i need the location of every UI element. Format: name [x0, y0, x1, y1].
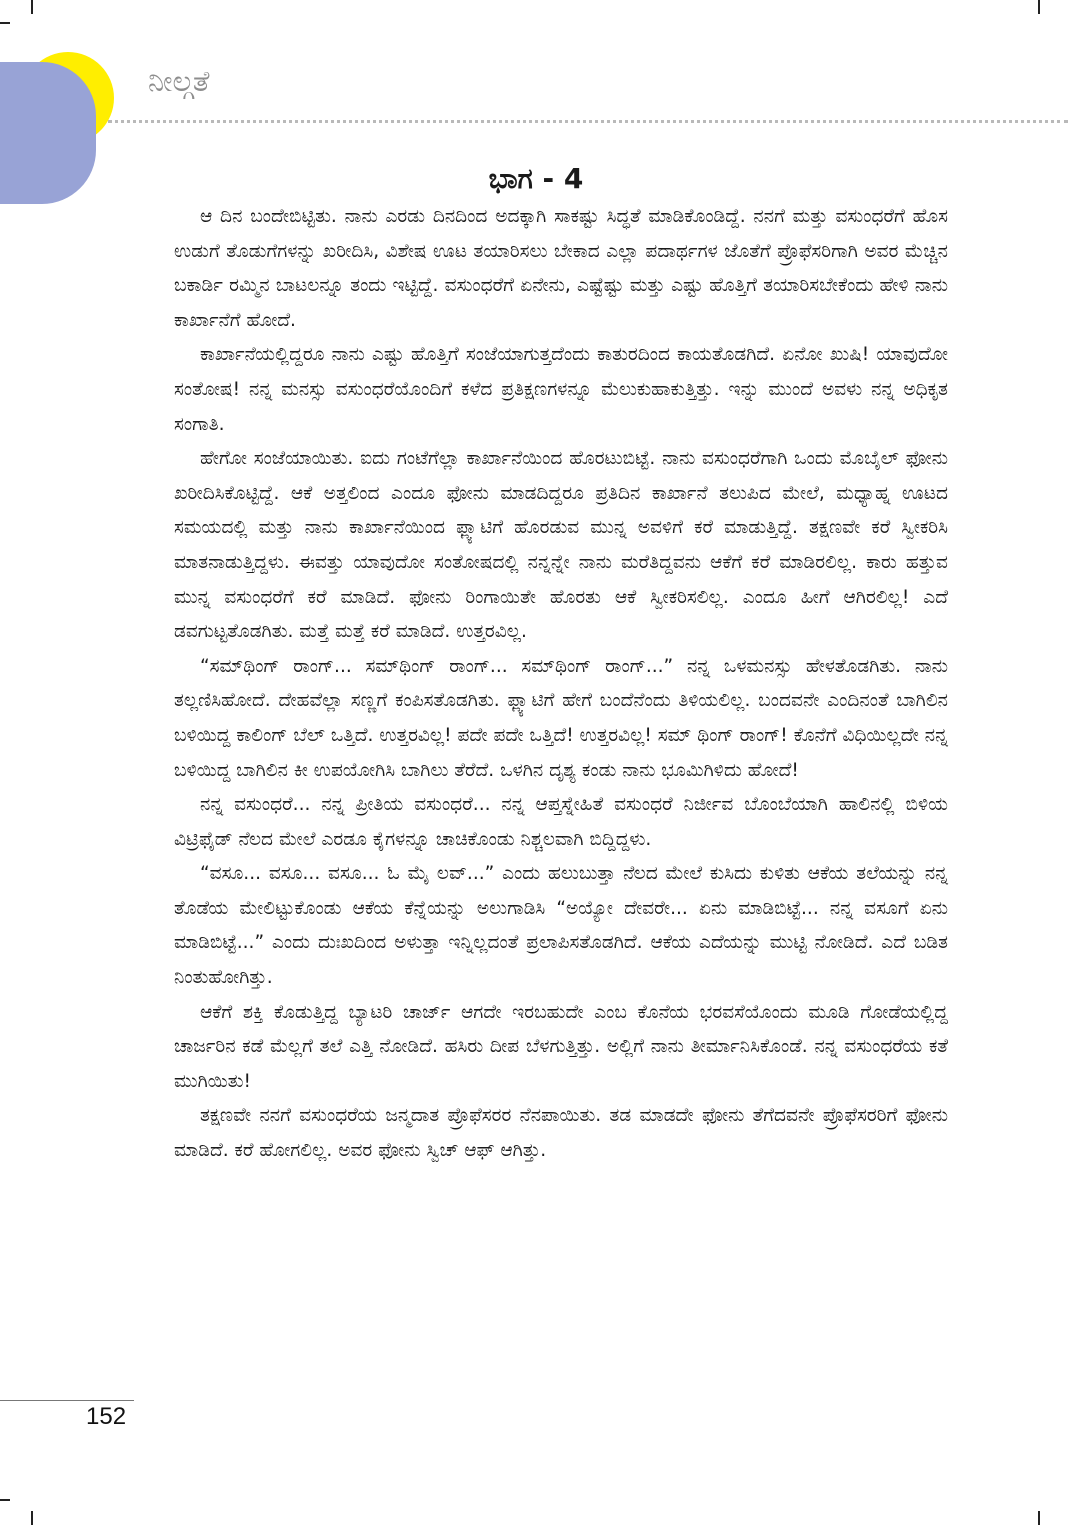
- body-text: [174, 200, 948, 1169]
- page-number: 152: [86, 1403, 127, 1430]
- paragraph: ಆಕೆಗೆ ಶಕ್ತಿ ಕೊಡುತ್ತಿದ್ದ ಬ್ಯಾಟರಿ ಚಾರ್ಜ್ ಆಗದೇ ಇರಬಹುದೇ ಎಂಬ ಕೊನೆಯ ಭರವಸೆಯೊಂದು ಮೂಡಿ ಗೋಡೆಯಲ್ಲಿದ್ದ ಚಾರ್ಜರಿನ ಕಡೆ ಮೆಲ್ಲಗೆ ತಲೆ ಎತ್ತಿ ನೋಡಿದೆ. ಹಸಿರು ದೀಪ ಬೆಳಗುತ್ತಿತ್ತು. ಅಲ್ಲಿಗೆ ನಾನು ತೀರ್ಮಾನಿಸಿಕೊಂಡೆ. ನನ್ನ ವಸುಂಧರೆಯ ಕತೆ ಮುಗಿಯಿತು!: [174, 1001, 948, 1092]
- paragraph: ತಕ್ಷಣವೇ ನನಗೆ ವಸುಂಧರೆಯ ಜನ್ಮದಾತ ಪ್ರೊಫೆಸರರ ನೆನಪಾಯಿತು. ತಡ ಮಾಡದೇ ಫೋನು ತೆಗೆದವನೇ ಪ್ರೊಫೆಸರರಿಗೆ ಫೋನು ಮಾಡಿದೆ. ಕರೆ ಹೋಗಲಿಲ್ಲ. ಅವರ ಫೋನು ಸ್ವಿಚ್ ಆಫ್ ಆಗಿತ್ತು.: [174, 1105, 948, 1162]
- chapter-title: ಭಾಗ - 4: [488, 162, 584, 195]
- header-dotted-rule: [108, 120, 1068, 123]
- crop-mark-top-left: [31, 0, 33, 14]
- paragraph: “ಸಮ್‌ಥಿಂಗ್ ರಾಂಗ್... ಸಮ್‌ಥಿಂಗ್ ರಾಂಗ್... ಸಮ್‌ಥಿಂಗ್ ರಾಂಗ್...” ನನ್ನ ಒಳಮನಸ್ಸು ಹೇಳತೊಡಗಿತು. ನಾನು ತಲ್ಲಣಿಸಿಹೋದೆ. ದೇಹವೆಲ್ಲಾ ಸಣ್ಣಗೆ ಕಂಪಿಸತೊಡಗಿತು. ಫ್ಲ್ಯಾಟಿಗೆ ಹೇಗೆ ಬಂದೆನೆಂದು ತಿಳಿಯಲಿಲ್ಲ. ಬಂದವನೇ ಎಂದಿನಂತೆ ಬಾಗಿಲಿನ ಬಳಿಯಿದ್ದ ಕಾಲಿಂಗ್ ಬೆಲ್ ಒತ್ತಿದೆ. ಉತ್ತರವಿಲ್ಲ! ಪದೇ ಪದೇ ಒತ್ತಿದೆ! ಉತ್ತರವಿಲ್ಲ! ಸಮ್ ಥಿಂಗ್ ರಾಂಗ್! ಕೊನೆಗೆ ವಿಧಿಯಿಲ್ಲದೇ ನನ್ನ ಬಳಿಯಿದ್ದ ಬಾಗಿಲಿನ ಕೀ ಉಪಯೋಗಿಸಿ ಬಾಗಿಲು ತೆರೆದೆ. ಒಳಗಿನ ದೃಶ್ಯ ಕಂಡು ನಾನು ಭೂಮಿಗಿಳಿದು ಹೋದೆ!: [174, 655, 948, 781]
- running-head-title: ನೀಲ್ಗತೆ: [148, 64, 210, 98]
- footer-rule: [0, 1400, 134, 1401]
- paragraph: ಆ ದಿನ ಬಂದೇಬಿಟ್ಟಿತು. ನಾನು ಎರಡು ದಿನದಿಂದ ಅದಕ್ಕಾಗಿ ಸಾಕಷ್ಟು ಸಿದ್ಧತೆ ಮಾಡಿಕೊಂಡಿದ್ದೆ. ನನಗೆ ಮತ್ತು ವಸುಂಧರೆಗೆ ಹೊಸ ಉಡುಗೆ ತೊಡುಗೆಗಳನ್ನು ಖರೀದಿಸಿ, ವಿಶೇಷ ಊಟ ತಯಾರಿಸಲು ಬೇಕಾದ ಎಲ್ಲಾ ಪದಾರ್ಥಗಳ ಜೊತೆಗೆ ಪ್ರೊಫೆಸರಿಗಾಗಿ ಅವರ ಮೆಚ್ಚಿನ ಬಕಾರ್ಡಿ ರಮ್ಮಿನ ಬಾಟಲನ್ನೂ ತಂದು ಇಟ್ಟಿದ್ದೆ. ವಸುಂಧರೆಗೆ ಏನೇನು, ಎಷ್ಟೆಷ್ಟು ಮತ್ತು ಎಷ್ಟು ಹೊತ್ತಿಗೆ ತಯಾರಿಸಬೇಕೆಂದು ಹೇಳಿ ನಾನು ಕಾರ್ಖಾನೆಗೆ ಹೋದೆ.: [174, 206, 948, 331]
- crop-mark-left-lower: [0, 1499, 10, 1501]
- crop-mark-left-upper: [0, 22, 10, 24]
- crop-mark-bottom-left: [31, 1511, 33, 1525]
- paragraph: ನನ್ನ ವಸುಂಧರೆ... ನನ್ನ ಪ್ರೀತಿಯ ವಸುಂಧರೆ... ನನ್ನ ಆಪ್ತಸ್ನೇಹಿತೆ ವಸುಂಧರೆ ನಿರ್ಜೀವ ಬೊಂಬೆಯಾಗಿ ಹಾಲಿನಲ್ಲಿ ಬಿಳಿಯ ವಿಟ್ರಿಫೈಡ್ ನೆಲದ ಮೇಲೆ ಎರಡೂ ಕೈಗಳನ್ನೂ ಚಾಚಿಕೊಂಡು ನಿಶ್ಚಲವಾಗಿ ಬಿದ್ದಿದ್ದಳು.: [174, 794, 948, 850]
- crop-mark-bottom-right: [1038, 1511, 1040, 1525]
- crop-mark-top-right: [1038, 0, 1040, 14]
- paragraph: “ವಸೂ... ವಸೂ... ವಸೂ... ಓ ಮೈ ಲವ್...” ಎಂದು ಹಲುಬುತ್ತಾ ನೆಲದ ಮೇಲೆ ಕುಸಿದು ಕುಳಿತು ಆಕೆಯ ತಲೆಯನ್ನು ನನ್ನ ತೊಡೆಯ ಮೇಲಿಟ್ಟುಕೊಂಡು ಆಕೆಯ ಕೆನ್ನೆಯನ್ನು ಅಲುಗಾಡಿಸಿ “ಅಯ್ಯೋ ದೇವರೇ... ಏನು ಮಾಡಿಬಿಟ್ಟೆ... ನನ್ನ ವಸೂಗೆ ಏನು ಮಾಡಿಬಿಟ್ಟೆ...” ಎಂದು ದುಃಖದಿಂದ ಅಳುತ್ತಾ ಇನ್ನಿಲ್ಲದಂತೆ ಪ್ರಲಾಪಿಸತೊಡಗಿದೆ. ಆಕೆಯ ಎದೆಯನ್ನು ಮುಟ್ಟಿ ನೋಡಿದೆ. ಎದೆ ಬಡಿತ ನಿಂತುಹೋಗಿತ್ತು.: [174, 863, 948, 989]
- paragraph: ಕಾರ್ಖಾನೆಯಲ್ಲಿದ್ದರೂ ನಾನು ಎಷ್ಟು ಹೊತ್ತಿಗೆ ಸಂಜೆಯಾಗುತ್ತದೆಂದು ಕಾತುರದಿಂದ ಕಾಯತೊಡಗಿದೆ. ಏನೋ ಖುಷಿ! ಯಾವುದೋ ಸಂತೋಷ! ನನ್ನ ಮನಸ್ಸು ವಸುಂಧರೆಯೊಂದಿಗೆ ಕಳೆದ ಪ್ರತಿಕ್ಷಣಗಳನ್ನೂ ಮೆಲುಕುಹಾಕುತ್ತಿತ್ತು. ಇನ್ನು ಮುಂದೆ ಅವಳು ನನ್ನ ಅಧಿಕೃತ ಸಂಗಾತಿ.: [174, 344, 948, 435]
- paragraph: ಹೇಗೋ ಸಂಜೆಯಾಯಿತು. ಐದು ಗಂಟೆಗೆಲ್ಲಾ ಕಾರ್ಖಾನೆಯಿಂದ ಹೊರಟುಬಿಟ್ಟೆ. ನಾನು ವಸುಂಧರೆಗಾಗಿ ಒಂದು ಮೊಬೈಲ್ ಫೋನು ಖರೀದಿಸಿಕೊಟ್ಟಿದ್ದೆ. ಆಕೆ ಅತ್ತಲಿಂದ ಎಂದೂ ಫೋನು ಮಾಡದಿದ್ದರೂ ಪ್ರತಿದಿನ ಕಾರ್ಖಾನೆ ತಲುಪಿದ ಮೇಲೆ, ಮಧ್ಯಾಹ್ನ ಊಟದ ಸಮಯದಲ್ಲಿ ಮತ್ತು ನಾನು ಕಾರ್ಖಾನೆಯಿಂದ ಫ್ಲ್ಯಾಟಿಗೆ ಹೊರಡುವ ಮುನ್ನ ಅವಳಿಗೆ ಕರೆ ಮಾಡುತ್ತಿದ್ದೆ. ತಕ್ಷಣವೇ ಕರೆ ಸ್ವೀಕರಿಸಿ ಮಾತನಾಡುತ್ತಿದ್ದಳು. ಈವತ್ತು ಯಾವುದೋ ಸಂತೋಷದಲ್ಲಿ ನನ್ನನ್ನೇ ನಾನು ಮರೆತಿದ್ದವನು ಆಕೆಗೆ ಕರೆ ಮಾಡಿರಲಿಲ್ಲ. ಕಾರು ಹತ್ತುವ ಮುನ್ನ ವಸುಂಧರೆಗೆ ಕರೆ ಮಾಡಿದೆ. ಫೋನು ರಿಂಗಾಯಿತೇ ಹೊರತು ಆಕೆ ಸ್ವೀಕರಿಸಲಿಲ್ಲ. ಎಂದೂ ಹೀಗೆ ಆಗಿರಲಿಲ್ಲ! ಎದೆ ಡವಗುಟ್ಟತೊಡಗಿತು. ಮತ್ತೆ ಮತ್ತೆ ಕರೆ ಮಾಡಿದೆ. ಉತ್ತರವಿಲ್ಲ.: [174, 448, 948, 643]
